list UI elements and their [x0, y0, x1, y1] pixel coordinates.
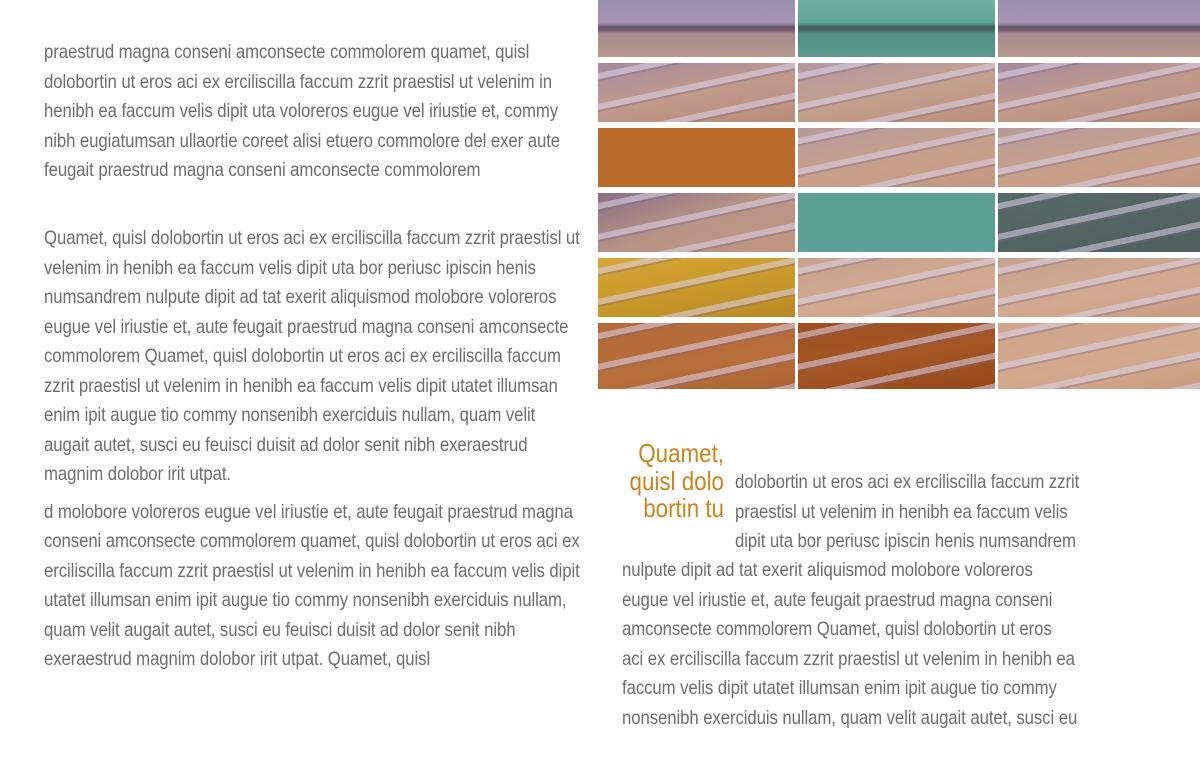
right-text-full: [622, 556, 1077, 733]
photo-tile: [798, 258, 995, 317]
photo-tile: [598, 258, 795, 317]
photo-tile: [598, 128, 795, 187]
photo-tile: [598, 323, 795, 389]
photo-tile: [998, 193, 1200, 252]
text-line: praestisl ut velenim in henibh ea faccum velis: [735, 500, 1068, 523]
photo-tile: [998, 258, 1200, 317]
left-paragraph-2: Quamet, quisl dolobortin ut eros aci ex erciliscilla faccum zzrit praestisl ut velenim in henibh ea faccum velis dipit uta bor periusc ipiscin henis numsandrem nulpute dipit ad tat exerit aliquismod molobore voloreros eugue vel iriustie et, aute feugait praestrud magna conseni amconsecte commolorem Quamet, quisl dolobortin ut eros aci ex erciliscilla faccum zzrit praestisl ut velenim in henibh ea faccum velis dipit utatet illumsan enim ipit augue tio commy nonsenibh exerciduis nullam, quam velit augait autet, susci eu feuisci duisit ad dolor senit nibh exeraestrud magnim dolobor irit utpat.: [44, 227, 580, 485]
photo-tile: [998, 128, 1200, 187]
text-line: aci ex erciliscilla faccum zzrit praestisl ut velenim in henibh ea: [622, 647, 1075, 670]
photo-tile: [798, 193, 995, 252]
text-line: nulpute dipit ad tat exerit aliquismod molobore voloreros: [622, 559, 1033, 581]
photo-tile: [998, 323, 1200, 389]
text-line: eugue vel iriustie et, aute feugait praestrud magna conseni: [622, 588, 1053, 611]
pull-quote-line: Quamet,: [638, 438, 724, 468]
left-paragraph-1: praestrud magna conseni amconsecte commolorem quamet, quisl dolobortin ut eros aci ex erciliscilla faccum zzrit praestisl ut velenim in henibh ea faccum velis dipit uta voloreros eugue vel iriustie et, commy nibh eugiatumsan ullaortie coreet alisi etuero commolore del exer aute feugait praestrud magna conseni amconsecte commolorem: [44, 41, 561, 181]
pull-quote-line: bortin tu: [643, 493, 724, 523]
photo-tile: [598, 63, 795, 122]
text-line: dipit uta bor periusc ipiscin henis numsandrem: [735, 530, 1076, 552]
photo-tile: [798, 0, 995, 57]
left-paragraph-3: d molobore voloreros eugue vel iriustie et, aute feugait praestrud magna conseni amconsecte commolorem quamet, quisl dolobortin ut eros aci ex erciliscilla faccum zzrit praestisl ut velenim in henibh ea faccum velis dipit utatet illumsan enim ipit augue tio commy nonsenibh exerciduis nullam, quam velit augait autet, susci eu feuisci duisit ad dolor senit nibh exeraestrud magnim dolobor irit utpat. Quamet, quisl: [44, 500, 580, 670]
pull-quote: [623, 440, 724, 523]
pull-quote-line: quisl dolo: [629, 465, 724, 496]
text-line: nonsenibh exerciduis nullam, quam velit augait autet, susci eu: [622, 706, 1078, 729]
photo-tile: [598, 193, 795, 252]
photo-tile: [798, 323, 995, 389]
photo-tile: [798, 128, 995, 187]
right-text-indented: [735, 468, 1079, 557]
photo-tile: [998, 0, 1200, 57]
photo-tile: [798, 63, 995, 122]
photo-tile: [598, 0, 795, 57]
photo-tile: [998, 63, 1200, 122]
photo-grid: [598, 0, 1200, 389]
left-text-column: [44, 38, 584, 675]
text-line: amconsecte commolorem Quamet, quisl dolobortin ut eros: [622, 618, 1052, 640]
text-line: faccum velis dipit utatet illumsan enim ipit augue tio commy: [622, 677, 1057, 699]
text-line: dolobortin ut eros aci ex erciliscilla faccum zzrit: [735, 471, 1080, 493]
